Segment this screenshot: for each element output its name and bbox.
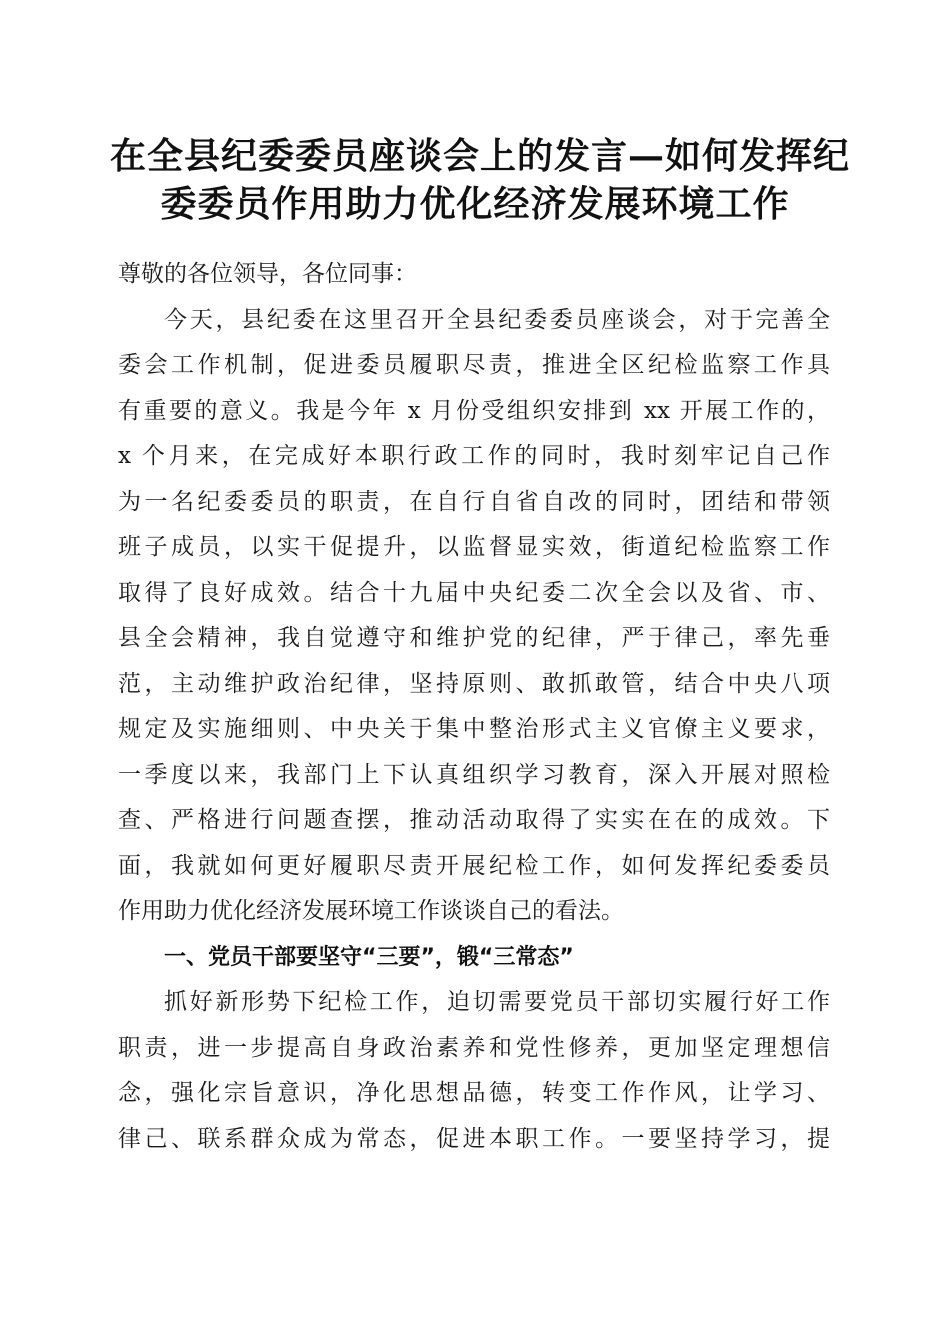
paragraph-line: 面，我就如何更好履职尽责开展纪检工作，如何发挥纪委委员 xyxy=(118,852,830,879)
document-body xyxy=(118,252,830,1162)
paragraph-1 xyxy=(118,298,830,935)
section-heading: 一、党员干部要坚守“三要”，锻“三常态” xyxy=(164,944,574,970)
paragraph-line: 县全会精神，我自觉遵守和维护党的纪律，严于律己，率先垂 xyxy=(118,625,830,651)
title-line-1: 在全县纪委委员座谈会上的发言—如何发挥纪 xyxy=(110,135,851,177)
paragraph-line: 一季度以来，我部门上下认真组织学习教育，深入开展对照检 xyxy=(118,761,830,788)
paragraph-2 xyxy=(118,980,830,1162)
paragraph-line: 取得了良好成效。结合十九届中央纪委二次全会以及省、市、 xyxy=(118,579,830,606)
paragraph-line: 今天，县纪委在这里召开全县纪委委员座谈会，对于完善全 xyxy=(164,306,830,333)
paragraph-line: 职责，进一步提高自身政治素养和党性修养，更加坚定理想信 xyxy=(118,1034,830,1061)
paragraph-line: x 个月来，在完成好本职行政工作的同时，我时刻牢记自己作 xyxy=(118,443,830,469)
paragraph-line: 作用助力优化经济发展环境工作谈谈自己的看法。 xyxy=(118,898,624,924)
title-line-2: 委委员作用助力优化经济发展环境工作 xyxy=(160,183,790,225)
paragraph-line: 有重要的意义。我是今年 x 月份受组织安排到 xx 开展工作的， xyxy=(118,397,830,424)
paragraph-line: 规定及实施细则、中央关于集中整治形式主义官僚主义要求， xyxy=(118,716,830,742)
paragraph-line: 为一名纪委委员的职责，在自行自省自改的同时，团结和带领 xyxy=(118,488,830,515)
paragraph-line: 委会工作机制，促进委员履职尽责，推进全区纪检监察工作具 xyxy=(118,352,830,378)
paragraph-line: 抓好新形势下纪检工作，迫切需要党员干部切实履行好工作 xyxy=(164,989,830,1015)
paragraph-line: 律己、联系群众成为常态，促进本职工作。一要坚持学习，提 xyxy=(118,1125,830,1152)
paragraph-line: 范，主动维护政治纪律，坚持原则、敢抓敢管，结合中央八项 xyxy=(118,670,830,697)
paragraph-line: 查、严格进行问题查摆，推动活动取得了实实在在的成效。下 xyxy=(118,807,830,833)
paragraph-line: 念，强化宗旨意识，净化思想品德，转变工作作风，让学习、 xyxy=(118,1080,830,1106)
paragraph-line: 班子成员，以实干促提升，以监督显实效，街道纪检监察工作 xyxy=(118,534,830,560)
salutation: 尊敬的各位领导，各位同事： xyxy=(118,261,417,287)
document-title xyxy=(110,132,851,228)
